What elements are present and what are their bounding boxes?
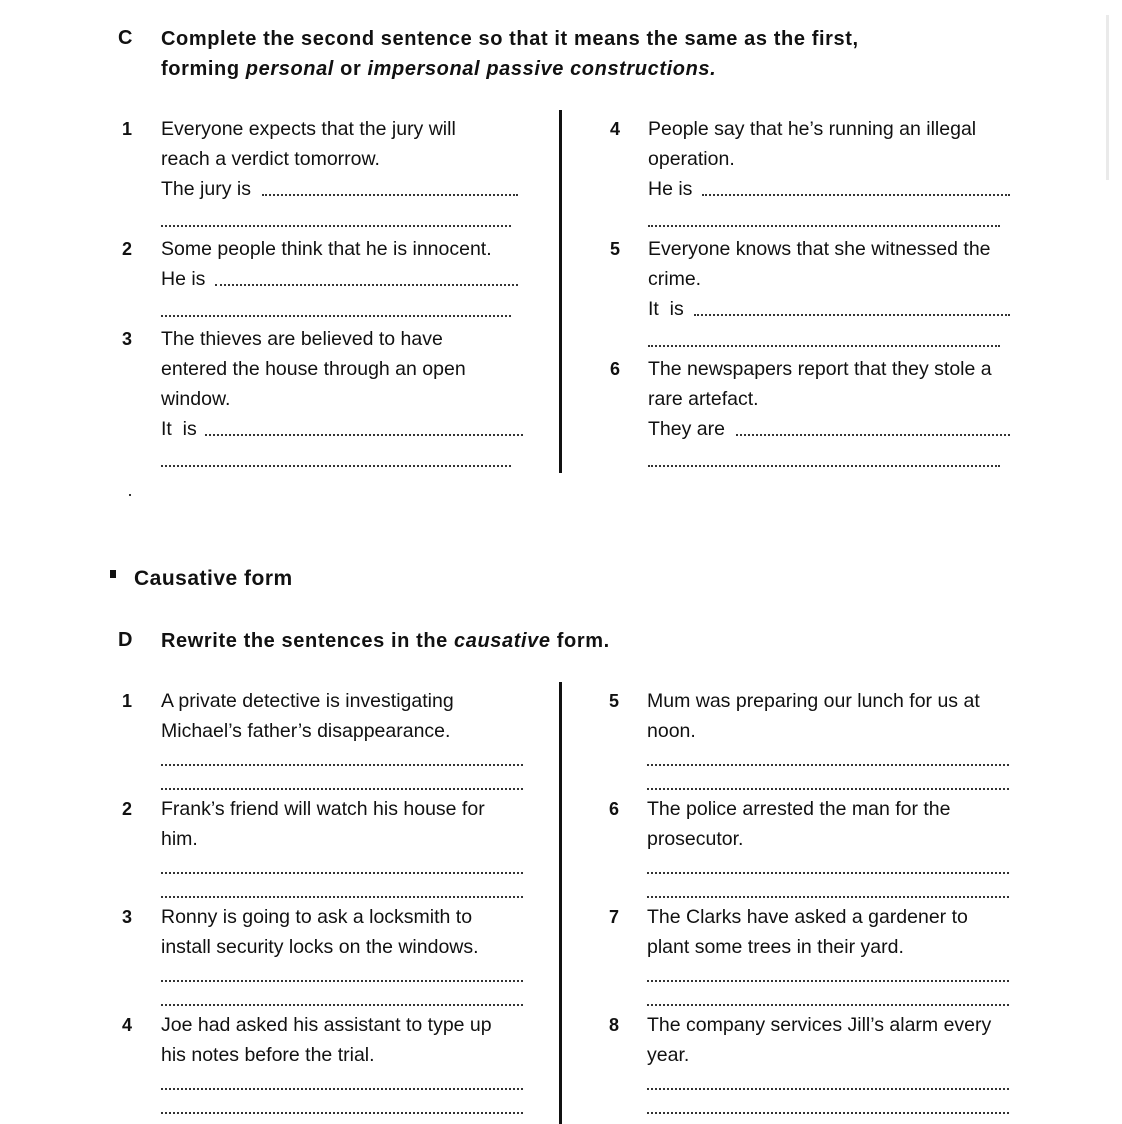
c-item-5-answer-line-1[interactable] (694, 314, 1010, 316)
c-item-4-answer-line-2[interactable] (648, 225, 1000, 227)
c-item-3-line3: window. (161, 388, 231, 410)
c-item-1-line2: reach a verdict tomorrow. (161, 148, 380, 170)
section-c-letter: C (118, 27, 133, 49)
c-item-6-line1: The newspapers report that they stole a (648, 358, 992, 380)
d-item-3-answer-line-2[interactable] (161, 1004, 523, 1006)
d-item-2-number: 2 (122, 799, 133, 819)
c-item-4-line2: operation. (648, 148, 735, 170)
d-item-1-answer-line-1[interactable] (161, 764, 523, 766)
c-item-2-answer-line-1[interactable] (215, 284, 518, 286)
c-item-2-answer-line-2[interactable] (161, 315, 511, 317)
section-c-title (161, 24, 859, 84)
c-item-1-number: 1 (122, 119, 133, 139)
section-c-title-line1: Complete the second sentence so that it means the same as the first, (161, 28, 859, 50)
c-item-6-prompt: They are (648, 418, 725, 440)
d-item-1-number: 1 (122, 691, 133, 711)
d-item-5-line1: Mum was preparing our lunch for us at (647, 690, 980, 712)
d-item-1-line2: Michael’s father’s disappearance. (161, 720, 451, 742)
d-item-3-answer-line-1[interactable] (161, 980, 523, 982)
c-item-4-prompt: He is (648, 178, 693, 200)
d-item-8-answer-line-2[interactable] (647, 1112, 1009, 1114)
d-item-3-line2: install security locks on the windows. (161, 936, 479, 958)
d-item-7-line1: The Clarks have asked a gardener to (647, 906, 968, 928)
c-item-3-prompt: It is (161, 418, 197, 440)
d-item-8-line2: year. (647, 1044, 690, 1066)
d-item-7-answer-line-2[interactable] (647, 1004, 1009, 1006)
c-item-6-number: 6 (610, 359, 621, 379)
c-item-3-answer-line-1[interactable] (205, 434, 523, 436)
c-item-5-line1: Everyone knows that she witnessed the (648, 238, 991, 260)
c-item-5-prompt: It is (648, 298, 684, 320)
d-item-8-line1: The company services Jill’s alarm every (647, 1014, 992, 1036)
d-item-4-line1: Joe had asked his assistant to type up (161, 1014, 492, 1036)
d-item-3-line1: Ronny is going to ask a locksmith to (161, 906, 473, 928)
d-item-2-line2: him. (161, 828, 198, 850)
c-item-5-number: 5 (610, 239, 621, 259)
d-item-1-answer-line-2[interactable] (161, 788, 523, 790)
section-c-column-divider (559, 110, 562, 473)
d-item-1-line1: A private detective is investigating (161, 690, 454, 712)
d-item-2-line1: Frank’s friend will watch his house for (161, 798, 485, 820)
section-c-title-line2: forming personal or impersonal passive constructions. (161, 58, 717, 80)
d-item-3-number: 3 (122, 907, 133, 927)
d-item-6-number: 6 (609, 799, 620, 819)
d-item-6-line1: The police arrested the man for the (647, 798, 951, 820)
c-item-3-line2: entered the house through an open (161, 358, 466, 380)
d-item-8-number: 8 (609, 1015, 620, 1035)
c-item-5-line2: crime. (648, 268, 702, 290)
d-item-7-line2: plant some trees in their yard. (647, 936, 904, 958)
d-item-2-answer-line-1[interactable] (161, 872, 523, 874)
c-item-2-prompt: He is (161, 268, 206, 290)
c-item-4-number: 4 (610, 119, 621, 139)
d-item-4-answer-line-2[interactable] (161, 1112, 523, 1114)
causative-heading: Causative form (134, 567, 293, 590)
section-d-column-divider (559, 682, 562, 1124)
scan-edge-line (1106, 15, 1109, 180)
d-item-4-number: 4 (122, 1015, 133, 1035)
d-item-6-answer-line-1[interactable] (647, 872, 1009, 874)
c-item-2-line1: Some people think that he is innocent. (161, 238, 492, 260)
c-item-5-answer-line-2[interactable] (648, 345, 1000, 347)
c-item-1-answer-line-2[interactable] (161, 225, 511, 227)
d-item-4-line2: his notes before the trial. (161, 1044, 375, 1066)
c-item-3-line1: The thieves are believed to have (161, 328, 443, 350)
d-item-8-answer-line-1[interactable] (647, 1088, 1009, 1090)
d-item-6-line2: prosecutor. (647, 828, 744, 850)
d-item-5-number: 5 (609, 691, 620, 711)
d-item-7-number: 7 (609, 907, 620, 927)
stray-dot (129, 494, 131, 496)
d-item-5-line2: noon. (647, 720, 696, 742)
d-item-7-answer-line-1[interactable] (647, 980, 1009, 982)
c-item-1-line1: Everyone expects that the jury will (161, 118, 456, 140)
d-item-5-answer-line-1[interactable] (647, 764, 1009, 766)
c-item-6-answer-line-1[interactable] (736, 434, 1010, 436)
c-item-3-answer-line-2[interactable] (161, 465, 511, 467)
d-item-5-answer-line-2[interactable] (647, 788, 1009, 790)
c-item-6-line2: rare artefact. (648, 388, 759, 410)
c-item-3-number: 3 (122, 329, 133, 349)
c-item-2-number: 2 (122, 239, 133, 259)
section-d-letter: D (118, 629, 133, 651)
c-item-1-answer-line-1[interactable] (262, 194, 518, 196)
bullet-square-icon (110, 570, 116, 578)
c-item-6-answer-line-2[interactable] (648, 465, 1000, 467)
section-d-title: Rewrite the sentences in the causative form. (161, 630, 610, 652)
c-item-1-prompt: The jury is (161, 178, 251, 200)
d-item-2-answer-line-2[interactable] (161, 896, 523, 898)
c-item-4-line1: People say that he’s running an illegal (648, 118, 977, 140)
d-item-6-answer-line-2[interactable] (647, 896, 1009, 898)
c-item-4-answer-line-1[interactable] (702, 194, 1010, 196)
d-item-4-answer-line-1[interactable] (161, 1088, 523, 1090)
